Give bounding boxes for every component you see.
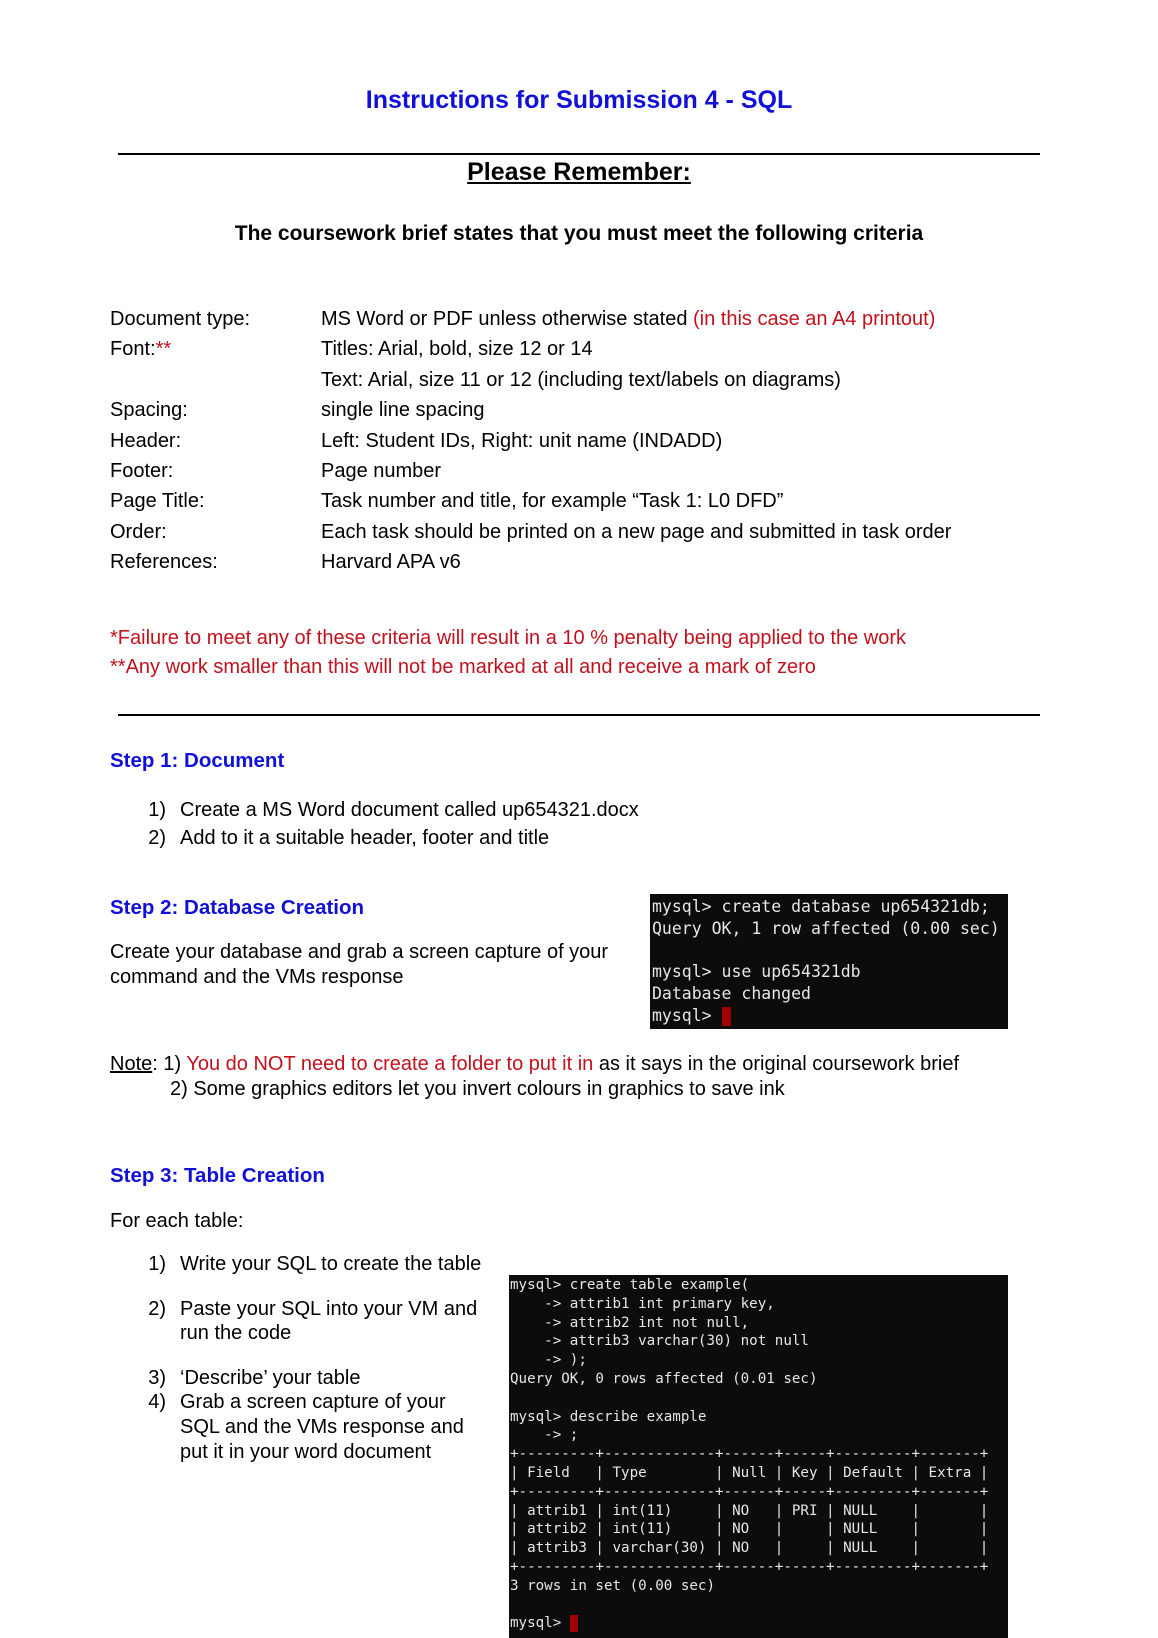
note-line-2: 2) Some graphics editors let you invert colours in graphics to save ink xyxy=(170,1078,785,1100)
criteria-value: Each task should be printed on a new page and submitted in task order xyxy=(321,520,952,543)
criteria-row-spacing xyxy=(110,395,951,425)
criteria-row-font xyxy=(110,334,951,364)
step3-heading: Step 3: Table Creation xyxy=(110,1164,325,1187)
criteria-value: MS Word or PDF unless otherwise stated (in this case an A4 printout) xyxy=(321,308,936,330)
criteria-label: Page Title: xyxy=(110,490,205,513)
list-item: 4) Grab a screen capture of your SQL and the VMs response and put it in your word document xyxy=(148,1391,464,1463)
criteria-label: Spacing: xyxy=(110,399,188,422)
note-label: Note xyxy=(110,1053,153,1075)
list-item: 3) ‘Describe’ your table xyxy=(148,1366,361,1389)
criteria-value: Titles: Arial, bold, size 12 or 14 xyxy=(321,338,593,361)
note-highlight: You do NOT need to create a folder to put it in xyxy=(186,1053,594,1075)
criteria-label: Document type: xyxy=(110,308,251,330)
list-item: 2) Add to it a suitable header, footer and title xyxy=(148,827,550,849)
criteria-row-header xyxy=(110,426,951,456)
step3-intro: For each table: xyxy=(110,1210,244,1232)
criteria-label: Footer: xyxy=(110,459,174,482)
page-title: Instructions for Submission 4 - SQL xyxy=(365,86,793,114)
terminal-cursor xyxy=(570,1615,578,1632)
step1-heading: Step 1: Document xyxy=(110,749,285,772)
footnote-stars: ** xyxy=(155,338,172,361)
criteria-row-references xyxy=(110,547,951,577)
criteria-row-font-text xyxy=(110,365,951,395)
step2-heading: Step 2: Database Creation xyxy=(110,896,365,919)
criteria-label: References: xyxy=(110,551,218,574)
section-divider xyxy=(118,714,1040,716)
criteria-row-document-type xyxy=(110,304,951,334)
note-line-1: Note: 1) You do NOT need to create a folder to put it in as it says in the original coursework brief xyxy=(110,1053,959,1075)
criteria-table xyxy=(110,304,951,578)
criteria-value: Task number and title, for example “Task 1: L0 DFD” xyxy=(321,490,784,513)
list-item: 1) Write your SQL to create the table xyxy=(148,1253,482,1275)
list-item: 1) Create a MS Word document called up654321.docx xyxy=(148,799,639,821)
penalty-warnings xyxy=(110,624,906,682)
terminal-cursor xyxy=(722,1007,731,1026)
criteria-label: Font:** xyxy=(110,338,172,361)
criteria-value: Left: Student IDs, Right: unit name (INDADD) xyxy=(321,429,723,452)
criteria-row-page-title xyxy=(110,486,951,516)
criteria-intro: The coursework brief states that you must meet the following criteria xyxy=(234,222,924,245)
step2-text: Create your database and grab a screen capture of your command and the VMs response xyxy=(110,941,609,988)
criteria-value: Page number xyxy=(321,459,442,482)
criteria-row-order xyxy=(110,517,951,547)
criteria-label: Header: xyxy=(110,429,182,452)
top-divider xyxy=(118,153,1040,155)
criteria-label: Order: xyxy=(110,520,167,543)
criteria-row-footer xyxy=(110,456,951,486)
criteria-note: (in this case an A4 printout) xyxy=(693,308,936,330)
criteria-value: Harvard APA v6 xyxy=(321,551,461,574)
database-terminal-screenshot: mysql> create database up654321db; Query OK, 1 row affected (0.00 sec) mysql> use up654321db Database changed mysql> xyxy=(650,894,1008,1029)
warning-penalty: *Failure to meet any of these criteria will result in a 10 % penalty being applied to the work xyxy=(110,627,906,649)
warning-zero-mark: **Any work smaller than this will not be marked at all and receive a mark of zero xyxy=(110,656,816,678)
step1-list xyxy=(110,796,639,852)
please-remember-heading: Please Remember: xyxy=(467,158,691,186)
list-item: 2) Paste your SQL into your VM and run the code xyxy=(148,1297,478,1345)
step3-list xyxy=(110,1252,500,1464)
criteria-value: Text: Arial, size 11 or 12 (including text/labels on diagrams) xyxy=(321,368,841,391)
criteria-value: single line spacing xyxy=(321,399,485,422)
table-creation-terminal-screenshot: mysql> create table example( -> attrib1 int primary key, -> attrib2 int not null, -> attrib3 varchar(30) not null -> ); Query OK, 0 rows affected (0.01 sec) mysql> describe example -> ; +---------+-------------+------+-----+---------+-------+ | Field | Type | Null | Key | Default | Extra | +---------+-------------+------+-----+---------+-------+ | attrib1 | int(11) | NO | PRI | NULL | | | attrib2 | int(11) | NO | | NULL | | | attrib3 | varchar(30) | NO | | NULL | | +---------+-------------+------+-----+---------+-------+ 3 rows in set (0.00 sec) mysql> xyxy=(509,1275,1008,1638)
